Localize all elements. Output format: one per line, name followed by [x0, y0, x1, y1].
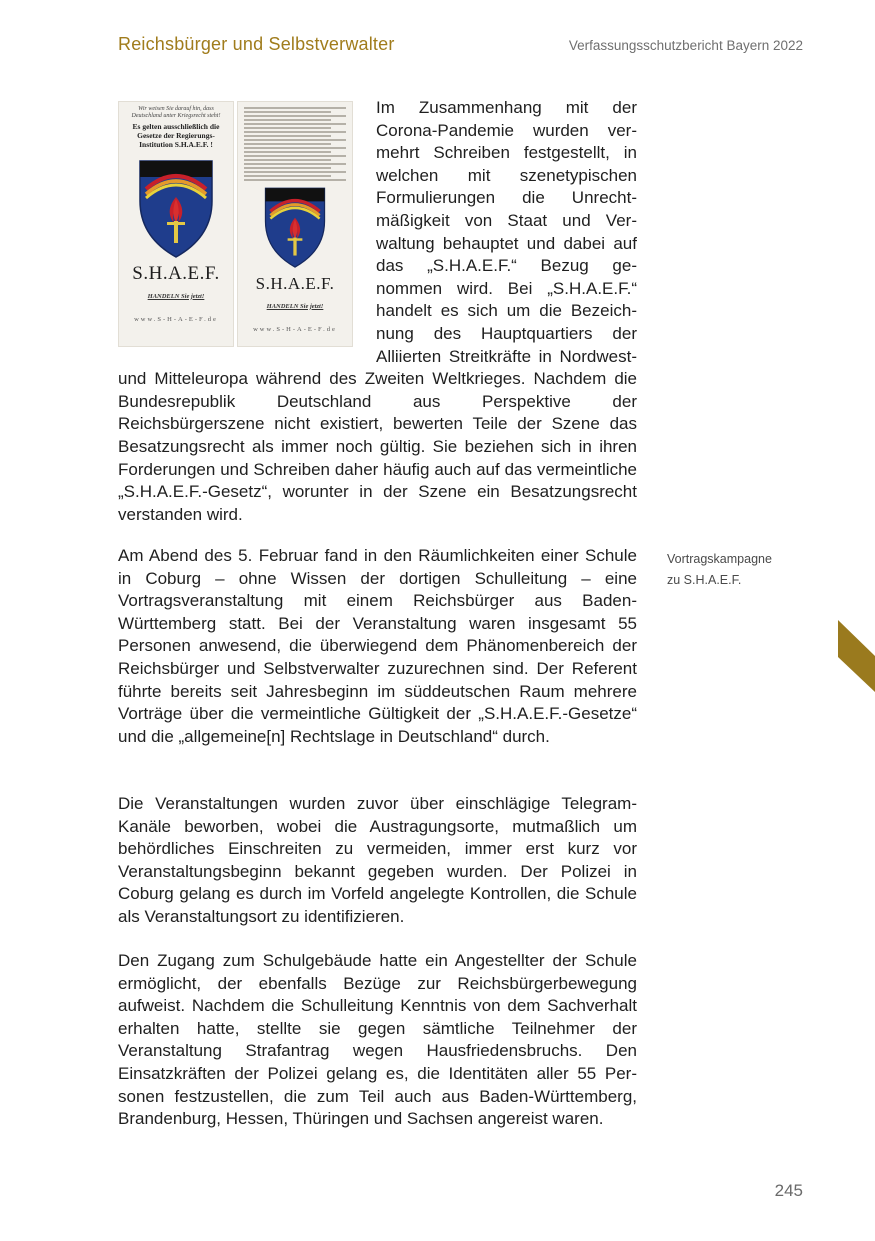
chapter-tab-marker — [838, 620, 875, 692]
paragraph-text: Im Zusammenhang mit der Corona-Pandemie wurden vermehrt Schreiben festgestellt, in welchen mit szenetypischen Formulierungen die Unrechtmäßigkeit von Staat und Verwaltung behauptet und dabei auf das „S.H.A.E.F.“ Bezug genommen wird. Bei „S.H.A.E.F.“ handelt es sich um die Bezeichnung des Hauptquartiers der Alliierten Streitkräfte in Nordwest- und Mitteleuropa während des Zweiten Weltkrieges. Nachdem die Bundesrepublik Deutschland aus Perspektive der Reichsbürgerszene nicht existiert, bewerten Teile der Szene das Besatzungsrecht als immer noch gültig. Sie beziehen sich in ihren Forderungen und Schreiben daher häufig auch auf das vermeintliche „S.H.A.E.F.-Gesetz“, worunter in der Szene ein Besatzungsrecht verstanden wird. — [118, 98, 637, 524]
shaef-flyer-figure — [118, 101, 354, 353]
shaef-shield-icon — [137, 155, 215, 259]
flyer-warning-text: Wir weisen Sie darauf hin, dass Deutschland unter Kriegsrecht steht! — [131, 106, 221, 119]
shaef-shield-icon — [263, 183, 327, 269]
margin-note-line: Vortragskampagne — [667, 552, 772, 566]
flyer-slogan: HANDELN Sie jetzt! — [266, 302, 324, 310]
flyer-url: www.S-H-A-E-F.de — [134, 316, 218, 324]
margin-note — [667, 549, 807, 591]
paragraph-shaef-intro — [118, 97, 637, 526]
report-title: Verfassungsschutzbericht Bayern 2022 — [568, 38, 803, 53]
shaef-flyer-right — [237, 101, 353, 347]
flyer-shaef-name: S.H.A.E.F. — [132, 263, 220, 284]
section-title: Reichsbürger und Selbstverwalter — [118, 34, 395, 54]
paragraph-telegram-channels: Die Veranstaltungen wurden zuvor über einschlägige Telegram-Kanäle beworben, wobei die Austragungsorte, mutmaßlich um behördliches Einschreiten zu vermeiden, immer erst kurz vor Veranstaltungsbeginn bekannt gegeben wurden. Der Polizei in Coburg gelang es durch im Vorfeld angelegte Kontrollen, die Schule als Veranstaltungsort zu identifizieren. — [118, 794, 637, 926]
page-number: 245 — [774, 1181, 803, 1200]
paragraph-coburg-event: Am Abend des 5. Februar fand in den Räumlichkeiten einer Schule in Coburg – ohne Wissen der dortigen Schulleitung – eine Vortragsveranstaltung mit einem Reichsbürger aus Baden-Württemberg statt. Bei der Veranstaltung waren insgesamt 55 Personen anwesend, die überwiegend dem Phänomenbereich der Reichsbürger und Selbstverwalter zuzurechnen sind. Der Referent führte bereits seit Jahresbeginn im süddeutschen Raum mehrere Vorträge über die vermeintliche Gültigkeit der „S.H.A.E.F.-Gesetze“ und die „allgemeine[n] Rechtslage in Deutschland“ durch. — [118, 546, 637, 746]
flyer-headline: Es gelten ausschließlich die Gesetze der Regierungs-Institution S.H.A.E.F. ! — [132, 122, 220, 149]
shaef-flyer-left — [118, 101, 234, 347]
margin-note-line: zu S.H.A.E.F. — [667, 573, 742, 587]
paragraph-school-access: Den Zugang zum Schulgebäude hatte ein Angestellter der Schule ermöglicht, der ebenfalls Bezüge zur Reichsbürgerbewegung aufweist. Nachdem die Schulleitung Kenntnis von dem Sachverhalt erhalten hatte, stellte sie gegen sämtliche Teilnehmer der Veranstaltung Strafantrag wegen Hausfriedensbruchs. Den Einsatzkräften der Polizei gelang es, die Identitäten aller 55 Personen festzustellen, die zum Teil auch aus Baden-Württemberg, Brandenburg, Hessen, Thüringen und Sachsen angereist waren. — [118, 951, 637, 1129]
flyer-slogan: HANDELN Sie jetzt! — [147, 292, 205, 300]
flyer-url: www.S-H-A-E-F.de — [253, 326, 337, 334]
flyer-body-text-lines — [238, 102, 352, 181]
flyer-shaef-name: S.H.A.E.F. — [255, 274, 335, 293]
